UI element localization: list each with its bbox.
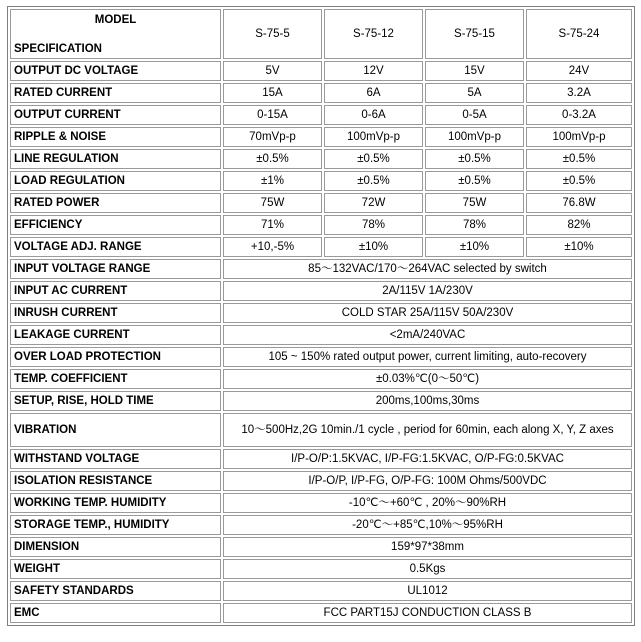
spec-common-value: UL1012 xyxy=(223,581,632,601)
spec-common-value: FCC PART15J CONDUCTION CLASS B xyxy=(223,603,632,623)
spec-table xyxy=(7,6,635,626)
spec-label: OUTPUT CURRENT xyxy=(10,105,221,125)
model-header-3: S-75-15 xyxy=(425,9,524,59)
spec-row xyxy=(10,449,632,469)
spec-row xyxy=(10,493,632,513)
spec-label: LEAKAGE CURRENT xyxy=(10,325,221,345)
spec-common-value: 2A/115V 1A/230V xyxy=(223,281,632,301)
spec-value: 0-5A xyxy=(425,105,524,125)
spec-value: 24V xyxy=(526,61,632,81)
spec-value: 75W xyxy=(425,193,524,213)
spec-label: STORAGE TEMP., HUMIDITY xyxy=(10,515,221,535)
spec-common-value: -10℃～+60℃ , 20%～90%RH xyxy=(223,493,632,513)
spec-value: 0-6A xyxy=(324,105,423,125)
spec-row xyxy=(10,215,632,235)
spec-label: VIBRATION xyxy=(10,413,221,447)
spec-row xyxy=(10,281,632,301)
spec-label: TEMP. COEFFICIENT xyxy=(10,369,221,389)
spec-value: 100mVp-p xyxy=(425,127,524,147)
spec-label: ISOLATION RESISTANCE xyxy=(10,471,221,491)
spec-row xyxy=(10,559,632,579)
spec-label: VOLTAGE ADJ. RANGE xyxy=(10,237,221,257)
spec-label: EMC xyxy=(10,603,221,623)
model-label: MODEL xyxy=(94,14,137,26)
spec-value: ±0.5% xyxy=(324,149,423,169)
spec-value: ±10% xyxy=(526,237,632,257)
spec-row xyxy=(10,193,632,213)
spec-value: ±0.5% xyxy=(526,149,632,169)
spec-label: RATED POWER xyxy=(10,193,221,213)
model-header-4: S-75-24 xyxy=(526,9,632,59)
model-header-1: S-75-5 xyxy=(223,9,322,59)
spec-value: 0-15A xyxy=(223,105,322,125)
spec-value: +10,-5% xyxy=(223,237,322,257)
header-row xyxy=(10,9,632,59)
spec-label: DIMENSION xyxy=(10,537,221,557)
spec-value: 76.8W xyxy=(526,193,632,213)
spec-common-value: COLD STAR 25A/115V 50A/230V xyxy=(223,303,632,323)
spec-label: OVER LOAD PROTECTION xyxy=(10,347,221,367)
spec-value: 15V xyxy=(425,61,524,81)
spec-row xyxy=(10,515,632,535)
spec-value: 6A xyxy=(324,83,423,103)
spec-common-value: 105 ~ 150% rated output power, current limiting, auto-recovery xyxy=(223,347,632,367)
spec-row xyxy=(10,347,632,367)
spec-value: 12V xyxy=(324,61,423,81)
spec-common-value: 159*97*38mm xyxy=(223,537,632,557)
spec-label: EFFICIENCY xyxy=(10,215,221,235)
spec-row xyxy=(10,237,632,257)
spec-row xyxy=(10,325,632,345)
spec-label: WORKING TEMP. HUMIDITY xyxy=(10,493,221,513)
spec-common-value: 10～500Hz,2G 10min./1 cycle , period for 60min, each along X, Y, Z axes xyxy=(223,413,632,447)
spec-label: INRUSH CURRENT xyxy=(10,303,221,323)
model-header-2: S-75-12 xyxy=(324,9,423,59)
spec-value: ±1% xyxy=(223,171,322,191)
spec-label: RATED CURRENT xyxy=(10,83,221,103)
spec-row xyxy=(10,149,632,169)
spec-row xyxy=(10,171,632,191)
spec-value: ±0.5% xyxy=(526,171,632,191)
spec-value: 5A xyxy=(425,83,524,103)
spec-row xyxy=(10,391,632,411)
spec-table-body xyxy=(10,9,632,623)
spec-value: ±0.5% xyxy=(425,171,524,191)
spec-label: LINE REGULATION xyxy=(10,149,221,169)
spec-value: ±0.5% xyxy=(425,149,524,169)
spec-label: SAFETY STANDARDS xyxy=(10,581,221,601)
spec-common-value: 200ms,100ms,30ms xyxy=(223,391,632,411)
spec-row xyxy=(10,603,632,623)
spec-value: ±0.5% xyxy=(324,171,423,191)
spec-label: OUTPUT DC VOLTAGE xyxy=(10,61,221,81)
spec-value: 78% xyxy=(425,215,524,235)
spec-value: ±0.5% xyxy=(223,149,322,169)
spec-label: WITHSTAND VOLTAGE xyxy=(10,449,221,469)
spec-row xyxy=(10,105,632,125)
specification-label: SPECIFICATION xyxy=(14,43,102,55)
spec-value: ±10% xyxy=(324,237,423,257)
spec-value: 71% xyxy=(223,215,322,235)
spec-common-value: I/P-O/P, I/P-FG, O/P-FG: 100M Ohms/500VDC xyxy=(223,471,632,491)
spec-value: ±10% xyxy=(425,237,524,257)
spec-row xyxy=(10,369,632,389)
spec-value: 78% xyxy=(324,215,423,235)
spec-common-value: -20℃～+85℃,10%～95%RH xyxy=(223,515,632,535)
spec-value: 100mVp-p xyxy=(526,127,632,147)
spec-row xyxy=(10,127,632,147)
spec-row xyxy=(10,259,632,279)
spec-value: 70mVp-p xyxy=(223,127,322,147)
spec-value: 0-3.2A xyxy=(526,105,632,125)
spec-common-value: 0.5Kgs xyxy=(223,559,632,579)
spec-row xyxy=(10,83,632,103)
spec-value: 100mVp-p xyxy=(324,127,423,147)
spec-label: WEIGHT xyxy=(10,559,221,579)
spec-common-value: ±0.03%℃(0～50℃) xyxy=(223,369,632,389)
spec-value: 15A xyxy=(223,83,322,103)
spec-value: 3.2A xyxy=(526,83,632,103)
spec-label: INPUT VOLTAGE RANGE xyxy=(10,259,221,279)
spec-value: 82% xyxy=(526,215,632,235)
spec-row xyxy=(10,413,632,447)
spec-row xyxy=(10,581,632,601)
model-spec-header xyxy=(10,9,221,59)
spec-label: INPUT AC CURRENT xyxy=(10,281,221,301)
spec-value: 5V xyxy=(223,61,322,81)
spec-common-value: 85～132VAC/170～264VAC selected by switch xyxy=(223,259,632,279)
spec-row xyxy=(10,537,632,557)
spec-row xyxy=(10,61,632,81)
spec-label: LOAD REGULATION xyxy=(10,171,221,191)
spec-common-value: <2mA/240VAC xyxy=(223,325,632,345)
spec-value: 72W xyxy=(324,193,423,213)
spec-label: SETUP, RISE, HOLD TIME xyxy=(10,391,221,411)
spec-label: RIPPLE & NOISE xyxy=(10,127,221,147)
spec-row xyxy=(10,471,632,491)
spec-value: 75W xyxy=(223,193,322,213)
spec-common-value: I/P-O/P:1.5KVAC, I/P-FG:1.5KVAC, O/P-FG:0.5KVAC xyxy=(223,449,632,469)
spec-row xyxy=(10,303,632,323)
